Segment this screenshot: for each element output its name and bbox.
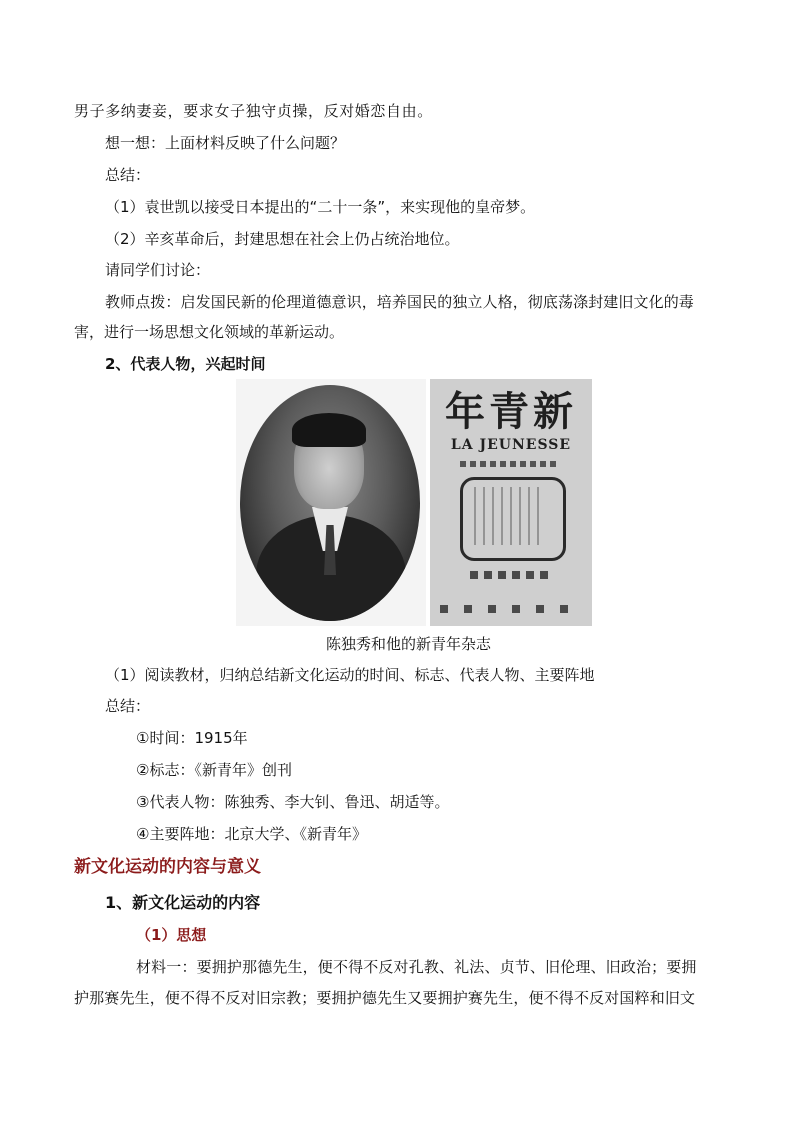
text-line-summary-label: 总结：: [105, 166, 151, 184]
text-line-discuss: 请同学们讨论：: [105, 261, 211, 279]
list-item-mark: ②标志：《新青年》创刊: [136, 761, 292, 779]
heading-representatives: 2、代表人物，兴起时间: [105, 355, 266, 373]
figure-chen-duxiu: [236, 379, 592, 626]
heading-thought: （1）思想: [136, 926, 207, 944]
text-line-teacher-1: 教师点拨：启发国民新的伦理道德意识，培养国民的独立人格，彻底荡涤封建旧文化的毒: [105, 293, 694, 311]
text-line-1: 男子多纳妻妾，要求女子独守贞操，反对婚恋自由。: [74, 102, 433, 120]
heading-content: 1、新文化运动的内容: [105, 893, 261, 912]
list-item-time: ①时间：1915年: [136, 729, 248, 747]
material-line-2: 护那赛先生，便不得不反对旧宗教；要拥护德先生又要拥护赛先生，便不得不反对国粹和旧文: [74, 989, 696, 1007]
text-line-think: 想一想：上面材料反映了什么问题？: [105, 134, 346, 152]
text-line-summary-label-2: 总结：: [105, 697, 151, 715]
list-item-people: ③代表人物：陈独秀、李大钊、鲁迅、胡适等。: [136, 793, 450, 811]
text-line-task: （1）阅读教材，归纳总结新文化运动的时间、标志、代表人物、主要阵地: [105, 666, 595, 684]
portrait-photo: [236, 379, 426, 626]
text-line-summary-2: （2）辛亥革命后，封建思想在社会上仍占统治地位。: [105, 230, 460, 248]
material-line-1: 材料一：要拥护那德先生，便不得不反对孔教、礼法、贞节、旧伦理、旧政治；要拥: [136, 958, 697, 976]
magazine-subtitle: LA JEUNESSE: [450, 437, 572, 453]
magazine-title: 年青新: [445, 388, 577, 435]
figure-caption: 陈独秀和他的新青年杂志: [326, 635, 492, 653]
text-line-summary-1: （1）袁世凯以接受日本提出的“二十一条”，来实现他的皇帝梦。: [105, 198, 536, 216]
text-line-teacher-2: 害，进行一场思想文化领域的革新运动。: [74, 323, 345, 341]
section-heading: 新文化运动的内容与意义: [74, 857, 261, 877]
list-item-base: ④主要阵地：北京大学、《新青年》: [136, 825, 367, 843]
magazine-cover: [430, 379, 592, 626]
